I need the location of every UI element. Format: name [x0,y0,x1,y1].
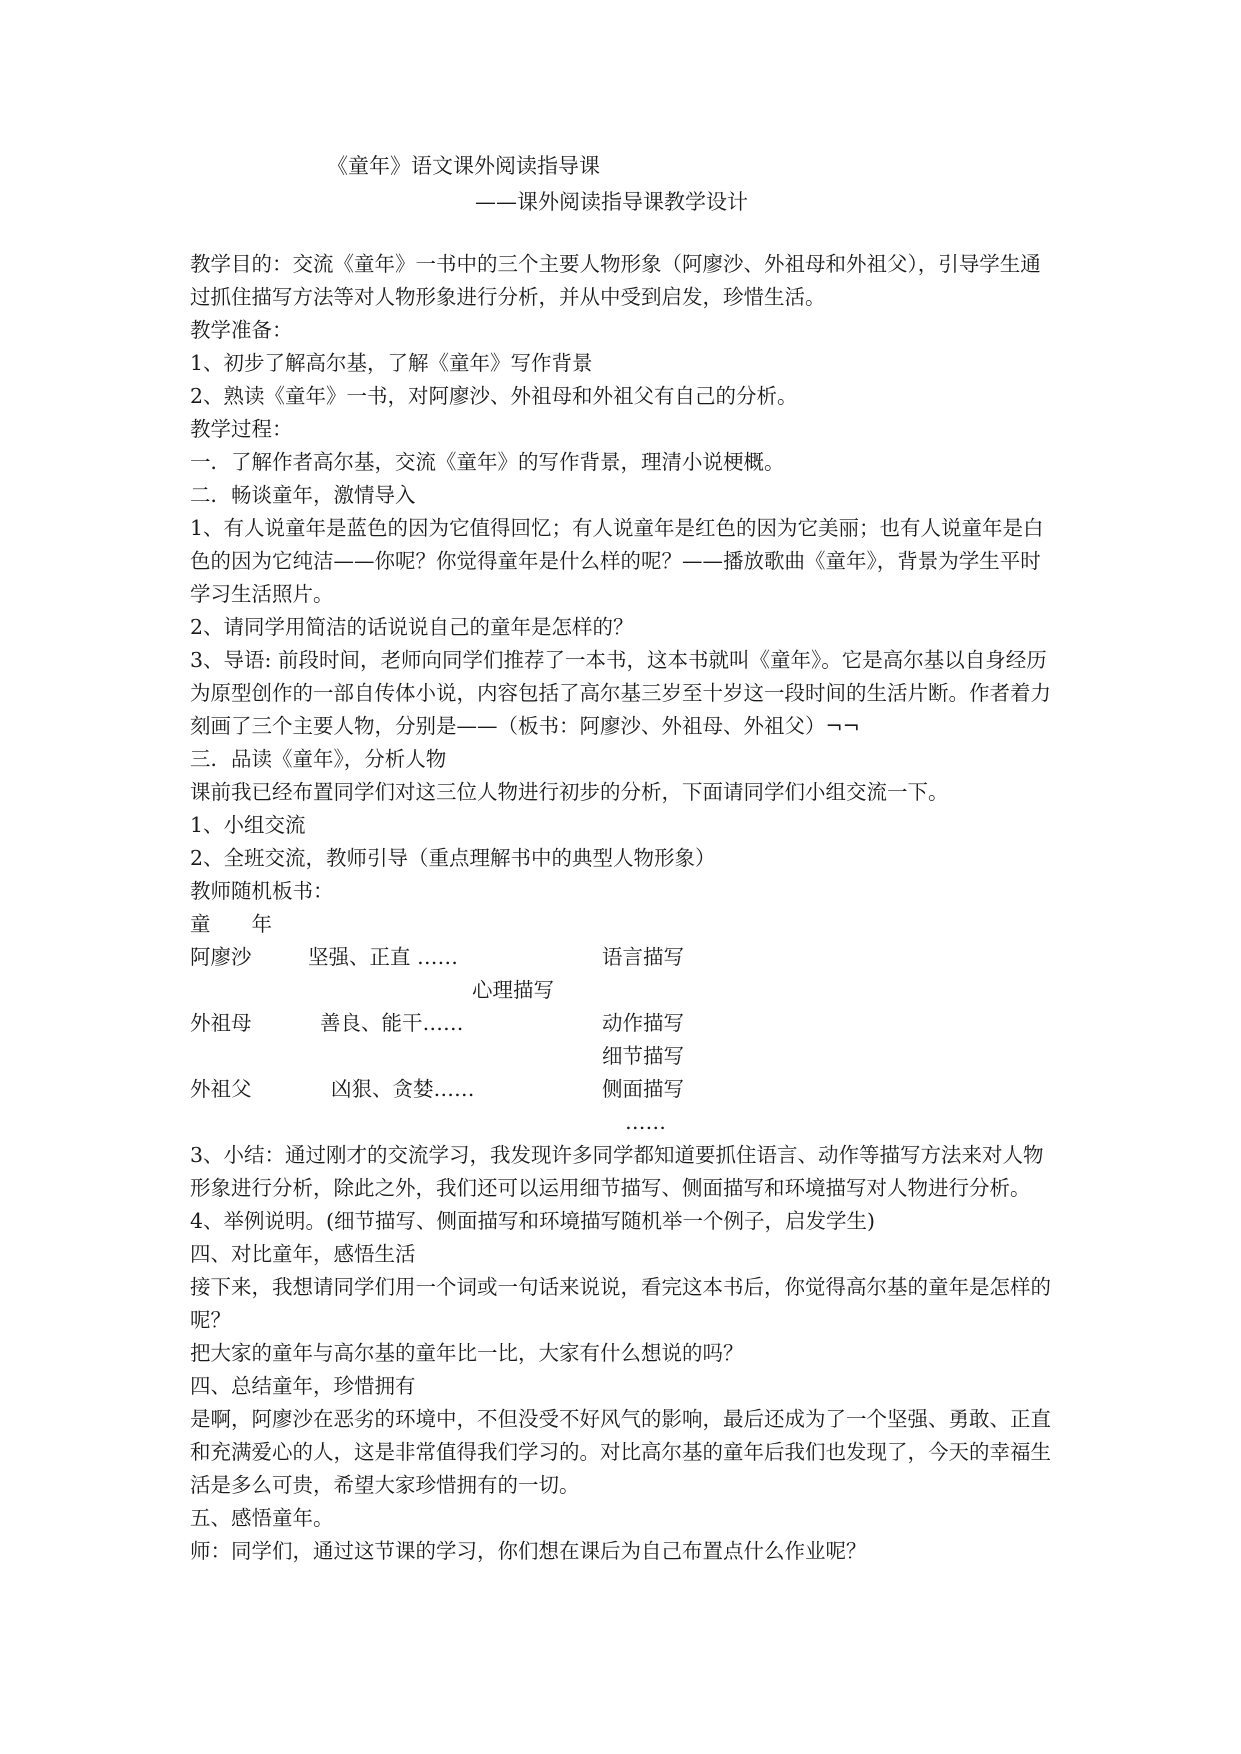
board-method-side: 侧面描写 [602,1077,684,1101]
board-method-psychology: 心理描写 [472,978,554,1002]
section-heading-4a: 四、对比童年，感悟生活 [190,1242,416,1266]
board-method-detail: 细节描写 [602,1044,684,1068]
section-heading-1: 一．了解作者高尔基，交流《童年》的写作背景，理清小说梗概。 [190,450,785,474]
blackboard-layout [190,908,1060,1205]
paragraph-step-2-2: 2、请同学用简洁的话说说自己的童年是怎样的？ [190,615,634,639]
document-subtitle: ——课外阅读指导课教学设计 [475,190,748,214]
paragraph-preparation-2: 2、熟读《童年》一书，对阿廖沙、外祖母和外祖父有自己的分析。 [190,384,798,408]
paragraph-summary: 3、小结：通过刚才的交流学习，我发现许多同学都知道要抓住语言、动作等描写方法来对人物形象进行分析，除此之外，我们还可以运用细节描写、侧面描写和环境描写对人物进行分析。 [190,1143,1044,1200]
paragraph-homework: 师：同学们，通过这节课的学习，你们想在课后为自己布置点什么作业呢？ [190,1539,867,1563]
paragraph-step-2-3: 3、导语: 前段时间，老师向同学们推荐了一本书，这本书就叫《童年》。它是高尔基以自身经历为原型创作的一部自传体小说，内容包括了高尔基三岁至十岁这一段时间的生活片断。作者着力刻画了三个主要人物，分别是——（板书：阿廖沙、外祖母、外祖父）¬¬ [190,648,1051,738]
section-heading-3: 三．品读《童年》，分析人物 [190,747,447,771]
paragraph-conclusion: 是啊，阿廖沙在恶劣的环境中，不但没受不好风气的影响，最后还成为了一个坚强、勇敢、正直和充满爱心的人，这是非常值得我们学习的。对比高尔基的童年后我们也发现了，今天的幸福生活是多么可贵，希望大家珍惜拥有的一切。 [190,1407,1051,1497]
paragraph-step-3-intro: 课前我已经布置同学们对这三位人物进行初步的分析，下面请同学们小组交流一下。 [190,780,949,804]
board-name-alyosha: 阿廖沙 [190,945,252,969]
paragraph-preparation-1: 1、初步了解高尔基，了解《童年》写作背景 [190,351,593,375]
paragraph-step-4-1: 接下来，我想请同学们用一个词或一句话来说说，看完这本书后，你觉得高尔基的童年是怎样的呢？ [190,1275,1051,1332]
board-method-language: 语言描写 [602,945,684,969]
paragraph-process-heading: 教学过程： [190,417,293,441]
board-traits-grandmother: 善良、能干…… [320,1011,464,1035]
board-method-action: 动作描写 [602,1011,684,1035]
section-heading-2: 二．畅谈童年，激情导入 [190,483,416,507]
board-name-grandfather: 外祖父 [190,1077,252,1101]
paragraph-step-2-1: 1、有人说童年是蓝色的因为它值得回忆；有人说童年是红色的因为它美丽；也有人说童年是白色的因为它纯洁——你呢？你觉得童年是什么样的呢？——播放歌曲《童年》，背景为学生平时学习生活照片。 [190,516,1044,606]
board-name-grandmother: 外祖母 [190,1011,252,1035]
board-ellipsis: …… [625,1110,666,1134]
paragraph-board-label: 教师随机板书： [190,879,334,903]
section-heading-4b: 四、总结童年，珍惜拥有 [190,1374,416,1398]
board-traits-alyosha: 坚强、正直 …… [308,945,459,969]
paragraph-step-3-1: 1、小组交流 [190,813,306,837]
paragraph-step-3-2: 2、全班交流，教师引导（重点理解书中的典型人物形象） [190,846,716,870]
paragraph-objective: 教学目的：交流《童年》一书中的三个主要人物形象（阿廖沙、外祖母和外祖父），引导学生通过抓住描写方法等对人物形象进行分析，并从中受到启发，珍惜生活。 [190,252,1041,309]
paragraph-step-4-2: 把大家的童年与高尔基的童年比一比，大家有什么想说的吗？ [190,1341,744,1365]
paragraph-example: 4、举例说明。(细节描写、侧面描写和环境描写随机举一个例子，启发学生) [190,1209,876,1233]
paragraph-preparation-heading: 教学准备： [190,318,293,342]
board-heading: 童 年 [190,912,272,936]
document-title: 《童年》语文课外阅读指导课 [327,154,600,178]
section-heading-5: 五、感悟童年。 [190,1506,334,1530]
document-body [190,248,1060,1568]
board-traits-grandfather: 凶狠、贪婪…… [331,1077,475,1101]
